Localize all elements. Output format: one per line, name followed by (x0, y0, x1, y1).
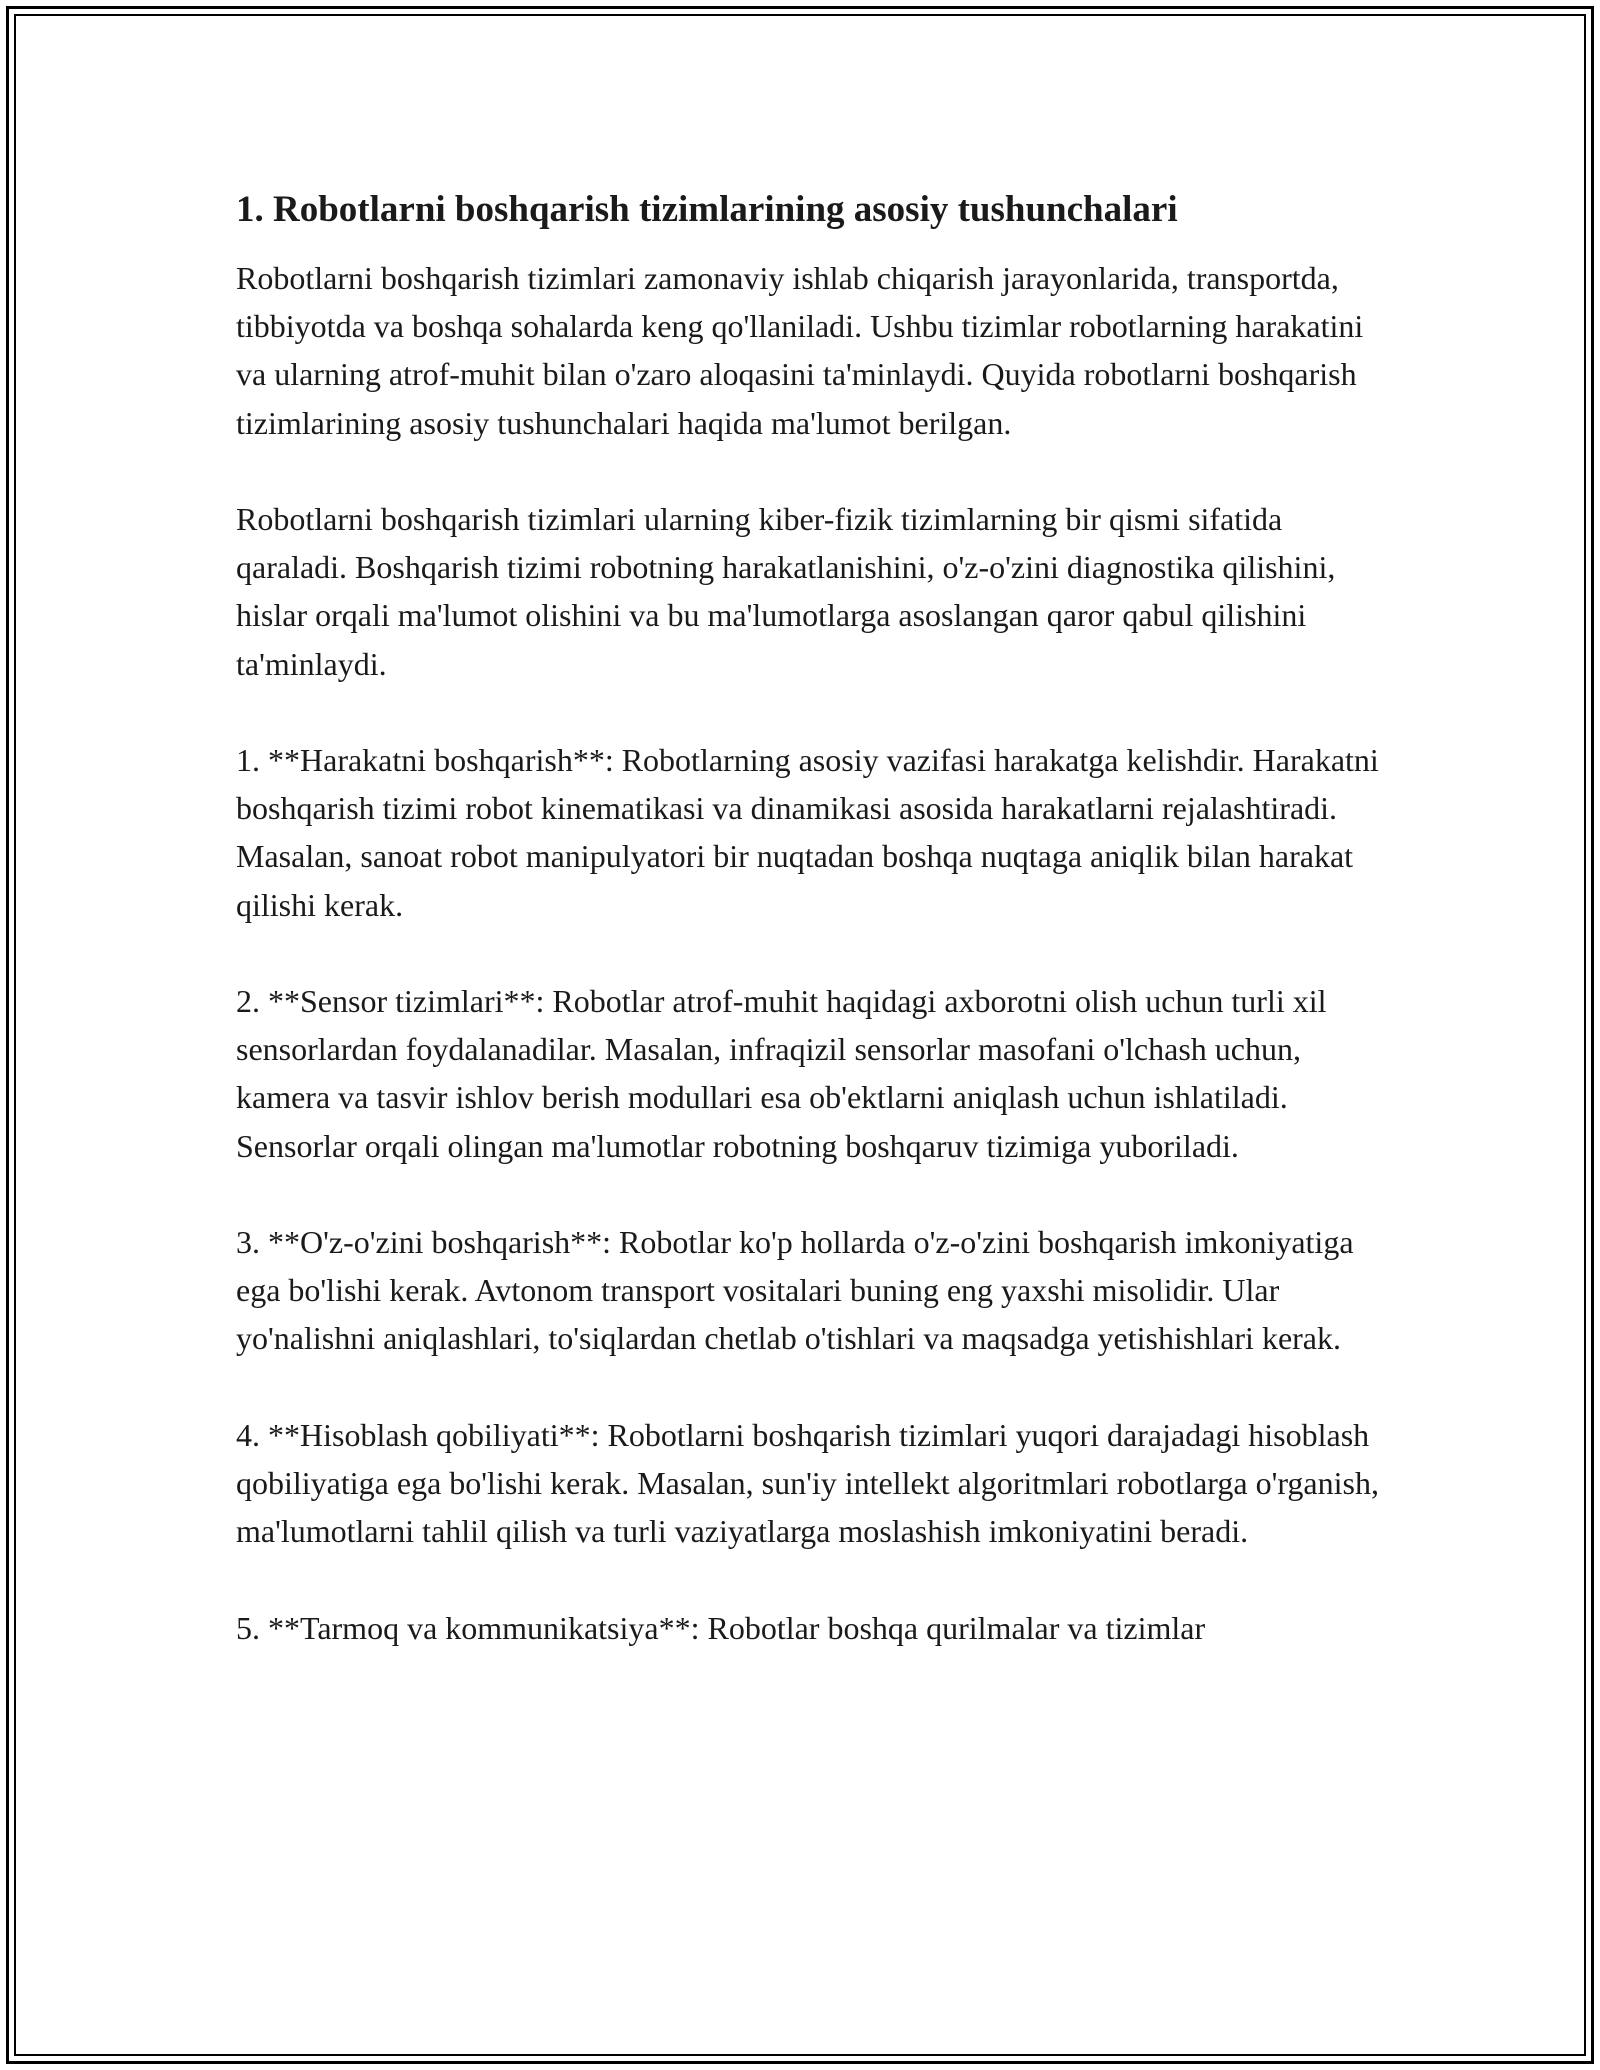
list-item-motion-control: 1. **Harakatni boshqarish**: Robotlarning asosiy vazifasi harakatga kelishdir. Harakatni boshqarish tizimi robot kinematikasi va dinamikasi asosida harakatlarni rejalashtiradi. Masalan, sanoat robot manipulyatori bir nuqtadan boshqa nuqtaga aniqlik bilan harakat qilishi kerak. (236, 742, 1379, 923)
list-item-computing: 4. **Hisoblash qobiliyati**: Robotlarni boshqarish tizimlari yuqori darajadagi hisoblash qobiliyatiga ega bo'lishi kerak. Masalan, sun'iy intellekt algoritmlari robotlarga o'rganish, ma'lumotlarni tahlil qilish va turli vaziyatlarga moslashish imkoniyatini beradi. (236, 1416, 1379, 1550)
list-item-network: 5. **Tarmoq va kommunikatsiya**: Robotlar boshqa qurilmalar va tizimlar (236, 1609, 1206, 1646)
paragraph-cyber-physical: Robotlarni boshqarish tizimlari ularning kiber-fizik tizimlarning bir qismi sifatida qaraladi. Boshqarish tizimi robotning harakatlanishini, o'z-o'zini diagnostika qilishini, hislar orqali ma'lumot olishini va bu ma'lumotlarga asoslangan qaror qabul qilishini ta'minlaydi. (236, 501, 1336, 682)
section-heading: 1. Robotlarni boshqarish tizimlarining asosiy tushunchalari (236, 189, 1178, 230)
list-item-self-control: 3. **O'z-o'zini boshqarish**: Robotlar ko'p hollarda o'z-o'zini boshqarish imkoniyatiga ega bo'lishi kerak. Avtonom transport vositalari buning eng yaxshi misolidir. Ular yo'nalishni aniqlashlari, to'siqlardan chetlab o'tishlari va maqsadga yetishishlari kerak. (236, 1224, 1354, 1357)
document-body (236, 186, 1386, 1700)
paragraph-intro: Robotlarni boshqarish tizimlari zamonaviy ishlab chiqarish jarayonlarida, transportda, tibbiyotda va boshqa sohalarda keng qo'llaniladi. Ushbu tizimlar robotlarning harakatini va ularning atrof-muhit bilan o'zaro aloqasini ta'minlaydi. Quyida robotlarni boshqarish tizimlarining asosiy tushunchalari haqida ma'lumot berilgan. (236, 260, 1364, 441)
list-item-sensor-systems: 2. **Sensor tizimlari**: Robotlar atrof-muhit haqidagi axborotni olish uchun turli xil sensorlardan foydalanadilar. Masalan, infraqizil sensorlar masofani o'lchash uchun, kamera va tasvir ishlov berish modullari esa ob'ektlarni aniqlash uchun ishlatiladi. Sensorlar orqali olingan ma'lumotlar robotning boshqaruv tizimiga yuboriladi. (236, 983, 1327, 1164)
